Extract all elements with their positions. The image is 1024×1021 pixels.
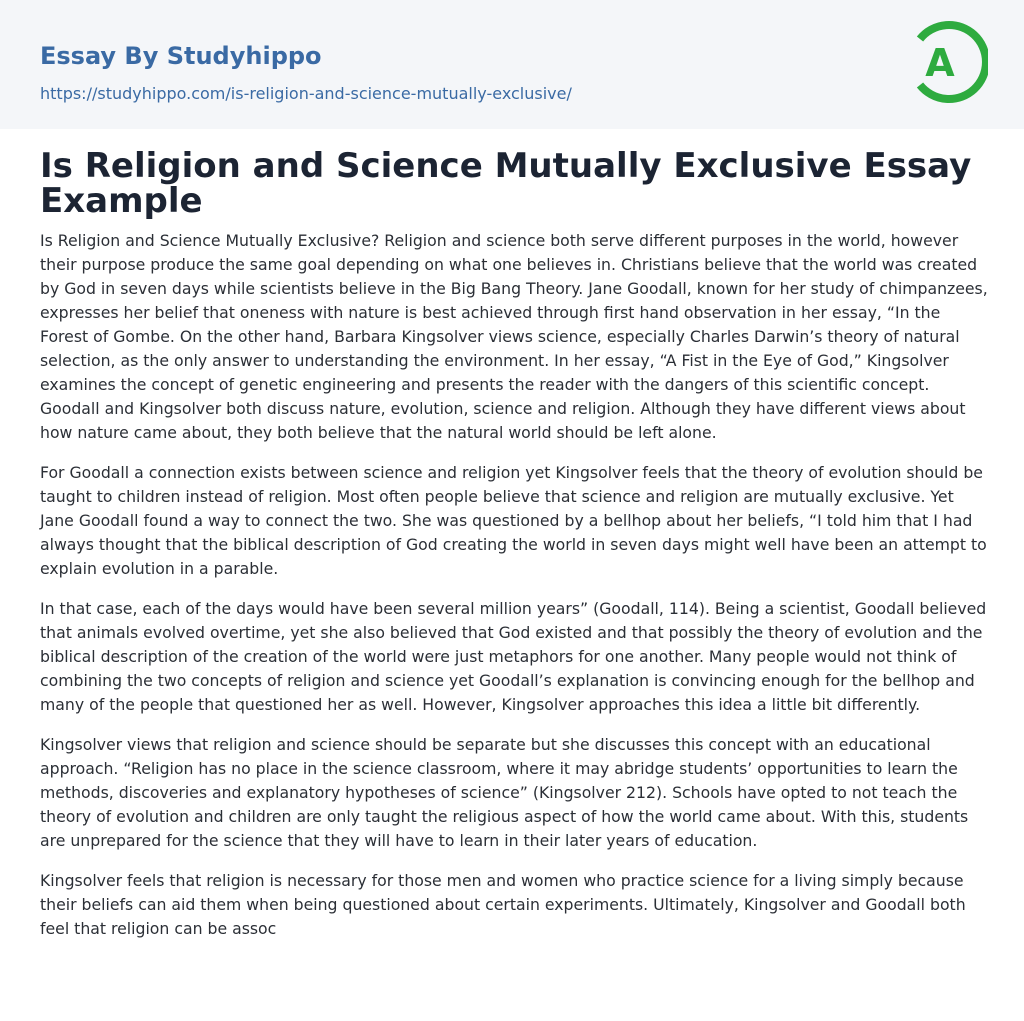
essay-paragraph: Kingsolver feels that religion is necessary for those men and women who practice science for a living simply because their beliefs can aid them when being questioned about certain experiments. Ultimately, Kingsolver and Goodall both feel that religion can be assoc	[40, 871, 966, 938]
essay-title: Is Religion and Science Mutually Exclusive Essay Example	[40, 146, 972, 221]
logo-letter: A	[925, 41, 955, 85]
essay-paragraph: For Goodall a connection exists between science and religion yet Kingsolver feels that the theory of evolution should be taught to children instead of religion. Most often people believe that science and religion are mutually exclusive. Yet Jane Goodall found a way to connect the two. She was questioned by a bellhop about her beliefs, “I told him that I had always thought that the biblical description of God creating the world in seven days might well have been an attempt to explain evolution in a parable.	[40, 463, 987, 578]
essay-paragraph: Is Religion and Science Mutually Exclusive? Religion and science both serve different purposes in the world, however their purpose produce the same goal depending on what one believes in. Christians believe that the world was created by God in seven days while scientists believe in the Big Bang Theory. Jane Goodall, known for her study of chimpanzees, expresses her belief that oneness with nature is best achieved through first hand observation in her essay, “In the Forest of Gombe. On the other hand, Barbara Kingsolver views science, especially Charles Darwin’s theory of natural selection, as the only answer to understanding the environment. In her essay, “A Fist in the Eye of God,” Kingsolver examines the concept of genetic engineering and presents the reader with the dangers of this scientific concept. Goodall and Kingsolver both discuss nature, evolution, science and religion. Although they have different views about how nature came about, they both believe that the natural world should be left alone.	[40, 231, 988, 442]
studyhippo-logo-icon[interactable]	[912, 18, 988, 106]
site-header	[0, 0, 1024, 129]
essay-url-link[interactable]: https://studyhippo.com/is-religion-and-science-mutually-exclusive/	[40, 84, 572, 103]
essay-body	[40, 229, 990, 957]
essay-paragraph: In that case, each of the days would have been several million years” (Goodall, 114). Being a scientist, Goodall believed that animals evolved overtime, yet she also believed that God existed and that possibly the theory of evolution and the biblical description of the creation of the world were just metaphors for one another. Many people would not think of combining the two concepts of religion and science yet Goodall’s explanation is convincing enough for the bellhop and many of the people that questioned her as well. However, Kingsolver approaches this idea a little bit differently.	[40, 599, 987, 714]
site-brand[interactable]: Essay By Studyhippo	[40, 42, 322, 70]
essay-paragraph: Kingsolver views that religion and science should be separate but she discusses this concept with an educational approach. “Religion has no place in the science classroom, where it may abridge students’ opportunities to learn the methods, discoveries and explanatory hypotheses of science” (Kingsolver 212). Schools have opted to not teach the theory of evolution and children are only taught the religious aspect of how the world came about. With this, students are unprepared for the science that they will have to learn in their later years of education.	[40, 735, 969, 850]
